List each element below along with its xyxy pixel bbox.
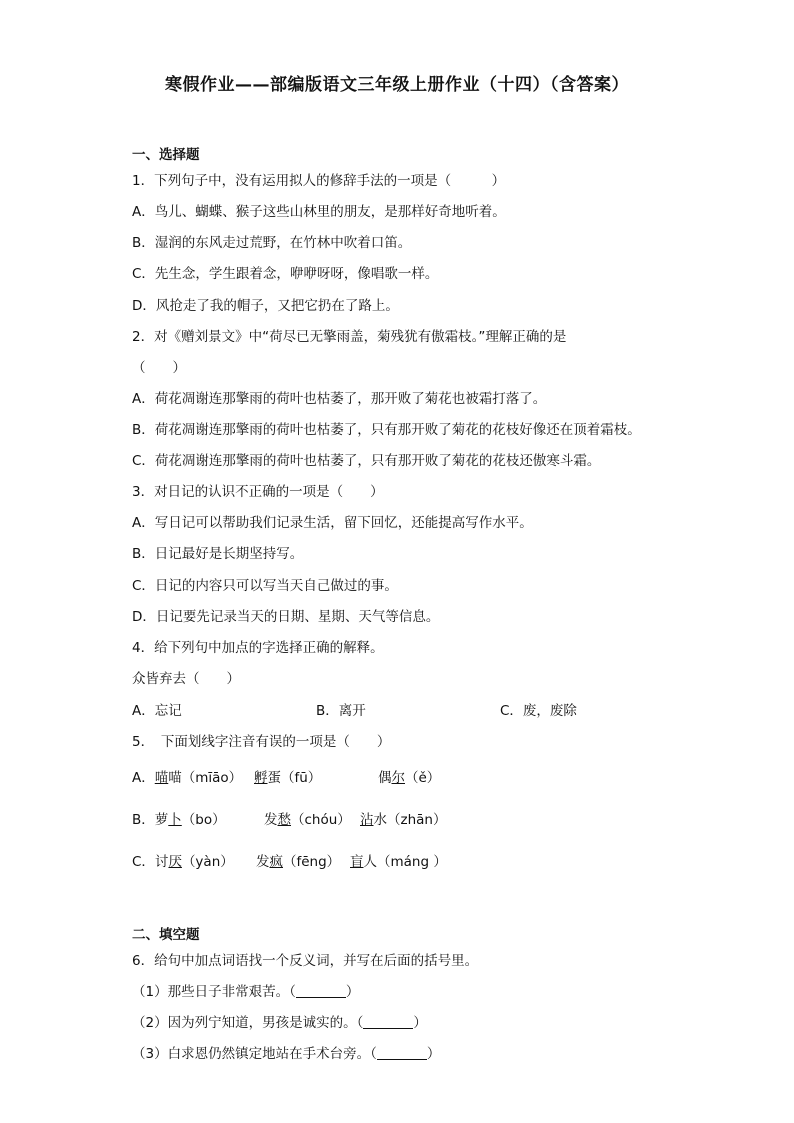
question-4-option-a: A．忘记: [132, 703, 182, 719]
question-5-option-c-item-3: 盲人（máng ）: [350, 854, 447, 870]
question-3-option-c: C．日记的内容只可以写当天自己做过的事。: [132, 578, 398, 594]
question-4-option-c: C．废，废除: [500, 703, 577, 719]
question-4-sentence: 众皆弃去（ ）: [132, 671, 240, 687]
question-5-option-b-item-2: 发愁（chóu）: [264, 812, 351, 828]
question-2-paren: （ ）: [132, 360, 186, 376]
question-5-option-a-item-3: 偶尔（ě）: [378, 770, 441, 786]
question-3-stem: 3．对日记的认识不正确的一项是（ ）: [132, 484, 384, 500]
question-6-item-2: （2）因为列宁知道，男孩是诚实的。（ ）: [132, 1015, 427, 1031]
question-4-option-b: B．离开: [316, 703, 366, 719]
question-1-option-d: D．风抢走了我的帽子，又把它扔在了路上。: [132, 298, 399, 314]
question-5-option-c-item-1: C．讨厌（yàn）: [132, 854, 234, 870]
section-heading-choice: 一、选择题: [132, 147, 200, 163]
question-6-stem: 6．给句中加点词语找一个反义词，并写在后面的括号里。: [132, 953, 479, 969]
question-1-option-c: C．先生念，学生跟着念，咿咿呀呀，像唱歌一样。: [132, 266, 439, 282]
question-2-option-a: A．荷花凋谢连那擎雨的荷叶也枯萎了，那开败了菊花也被霜打落了。: [132, 391, 547, 407]
question-2-option-c: C．荷花凋谢连那擎雨的荷叶也枯萎了，只有那开败了菊花的花枝还傲寒斗霜。: [132, 453, 601, 469]
question-3-option-b: B．日记最好是长期坚持写。: [132, 546, 304, 562]
question-3-option-d: D．日记要先记录当天的日期、星期、天气等信息。: [132, 609, 440, 625]
question-6-item-1: （1）那些日子非常艰苦。（ ）: [132, 984, 360, 1000]
question-3-option-a: A．写日记可以帮助我们记录生活，留下回忆，还能提高写作水平。: [132, 515, 533, 531]
answer-blank[interactable]: [377, 1045, 427, 1060]
page-title: 寒假作业——部编版语文三年级上册作业（十四）（含答案）: [165, 75, 629, 95]
section-heading-fill: 二、填空题: [132, 927, 200, 943]
question-5-option-b-item-1: B．萝卜（bo）: [132, 812, 226, 828]
question-2-option-b: B．荷花凋谢连那擎雨的荷叶也枯萎了，只有那开败了菊花的花枝好像还在顶着霜枝。: [132, 422, 641, 438]
question-5-option-c-item-2: 发疯（fēng）: [256, 854, 341, 870]
question-1-option-a: A．鸟儿、蝴蝶、猴子这些山林里的朋友，是那样好奇地听着。: [132, 204, 506, 220]
question-4-stem: 4．给下列句中加点的字选择正确的解释。: [132, 640, 384, 656]
question-6-item-3: （3）白求恩仍然镇定地站在手术台旁。（ ）: [132, 1046, 441, 1062]
question-1-stem: 1．下列句子中，没有运用拟人的修辞手法的一项是（ ）: [132, 173, 506, 189]
question-2-stem: 2．对《赠刘景文》中“荷尽已无擎雨盖，菊残犹有傲霜枝。”理解正确的是: [132, 329, 567, 345]
question-5-option-a-item-1: A．喵喵（mīāo）: [132, 770, 243, 786]
question-5-option-a-item-2: 孵蛋（fū）: [254, 770, 322, 786]
answer-blank[interactable]: [296, 983, 346, 998]
question-5-stem: 5． 下面划线字注音有误的一项是（ ）: [132, 734, 391, 750]
question-5-option-b-item-3: 沾水（zhān）: [360, 812, 447, 828]
question-1-option-b: B．湿润的东风走过荒野，在竹林中吹着口笛。: [132, 235, 412, 251]
answer-blank[interactable]: [363, 1014, 413, 1029]
